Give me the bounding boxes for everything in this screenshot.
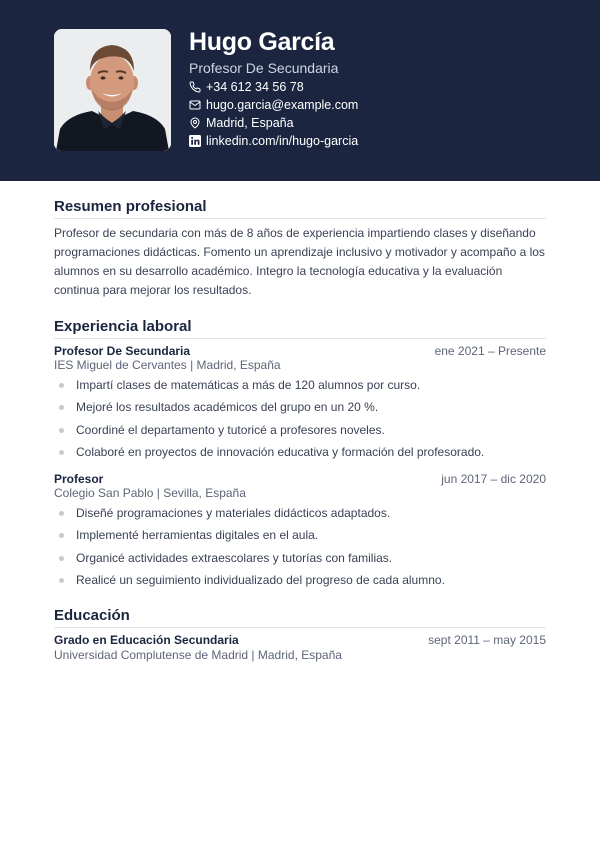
contact-linkedin[interactable] — [189, 133, 358, 149]
bullet-text: Mejoré los resultados académicos del grupo en un 20 %. — [76, 400, 379, 414]
job-date: jun 2017 – dic 2020 — [441, 472, 546, 486]
list-item — [58, 444, 484, 460]
bullet-dot — [59, 511, 64, 516]
section-title-experience: Experiencia laboral — [54, 318, 192, 335]
linkedin-icon — [189, 135, 201, 147]
bullet-text: Diseñé programaciones y materiales didácticos adaptados. — [76, 506, 391, 520]
section-divider — [54, 218, 546, 219]
education-institution: Universidad Complutense de Madrid | Madrid, España — [54, 648, 342, 662]
bullet-text: Organicé actividades extraescolares y tutorías con familias. — [76, 551, 393, 565]
candidate-role: Profesor De Secundaria — [189, 60, 339, 76]
bullet-dot — [59, 450, 64, 455]
bullet-dot — [59, 383, 64, 388]
resume-header — [0, 0, 600, 181]
section-title-summary: Resumen profesional — [54, 198, 207, 215]
list-item — [58, 377, 420, 393]
location-text: Madrid, España — [206, 116, 294, 130]
job-title: Profesor De Secundaria — [54, 344, 191, 358]
bullet-dot — [59, 533, 64, 538]
bullet-text: Impartí clases de matemáticas a más de 120 alumnos por curso. — [76, 378, 421, 392]
job-organization: Colegio San Pablo | Sevilla, España — [54, 486, 246, 500]
job-date: ene 2021 – Presente — [434, 344, 546, 358]
phone-text: +34 612 34 56 78 — [206, 80, 304, 94]
location-icon — [189, 117, 201, 129]
bullet-dot — [59, 405, 64, 410]
email-text: hugo.garcia@example.com — [206, 98, 359, 112]
section-title-education: Educación — [54, 607, 130, 624]
mail-icon — [189, 99, 201, 111]
list-item — [58, 422, 385, 438]
bullet-text: Realicé un seguimiento individualizado del progreso de cada alumno. — [76, 573, 445, 587]
bullet-dot — [59, 556, 64, 561]
bullet-text: Implementé herramientas digitales en el aula. — [76, 528, 319, 542]
profile-photo — [54, 29, 171, 151]
job-title: Profesor — [54, 472, 104, 486]
bullet-dot — [59, 578, 64, 583]
candidate-name: Hugo García — [189, 28, 335, 56]
list-item — [58, 550, 392, 566]
summary-text: Profesor de secundaria con más de 8 años de experiencia impartiendo clases y diseñando programaciones didácticas. Fomento un aprendizaje inclusivo y motivador y acompaño a los alumnos en su desarrollo académico. Integro la tecnología educativa y la evaluación continua para mejorar los resultados. — [54, 226, 545, 297]
bullet-dot — [59, 428, 64, 433]
contact-email[interactable] — [189, 97, 358, 113]
contact-phone[interactable] — [189, 79, 304, 95]
phone-icon — [189, 81, 201, 93]
list-item — [58, 505, 390, 521]
section-divider — [54, 627, 546, 628]
bullet-text: Coordiné el departamento y tutoricé a profesores noveles. — [76, 423, 385, 437]
list-item — [58, 527, 318, 543]
list-item — [58, 399, 378, 415]
contact-location — [189, 115, 294, 131]
bullet-text: Colaboré en proyectos de innovación educativa y formación del profesorado. — [76, 445, 485, 459]
job-organization: IES Miguel de Cervantes | Madrid, España — [54, 358, 281, 372]
section-divider — [54, 338, 546, 339]
list-item — [58, 572, 445, 588]
linkedin-text: linkedin.com/in/hugo-garcia — [206, 134, 359, 148]
education-degree: Grado en Educación Secundaria — [54, 633, 239, 647]
education-date: sept 2011 – may 2015 — [428, 633, 546, 647]
